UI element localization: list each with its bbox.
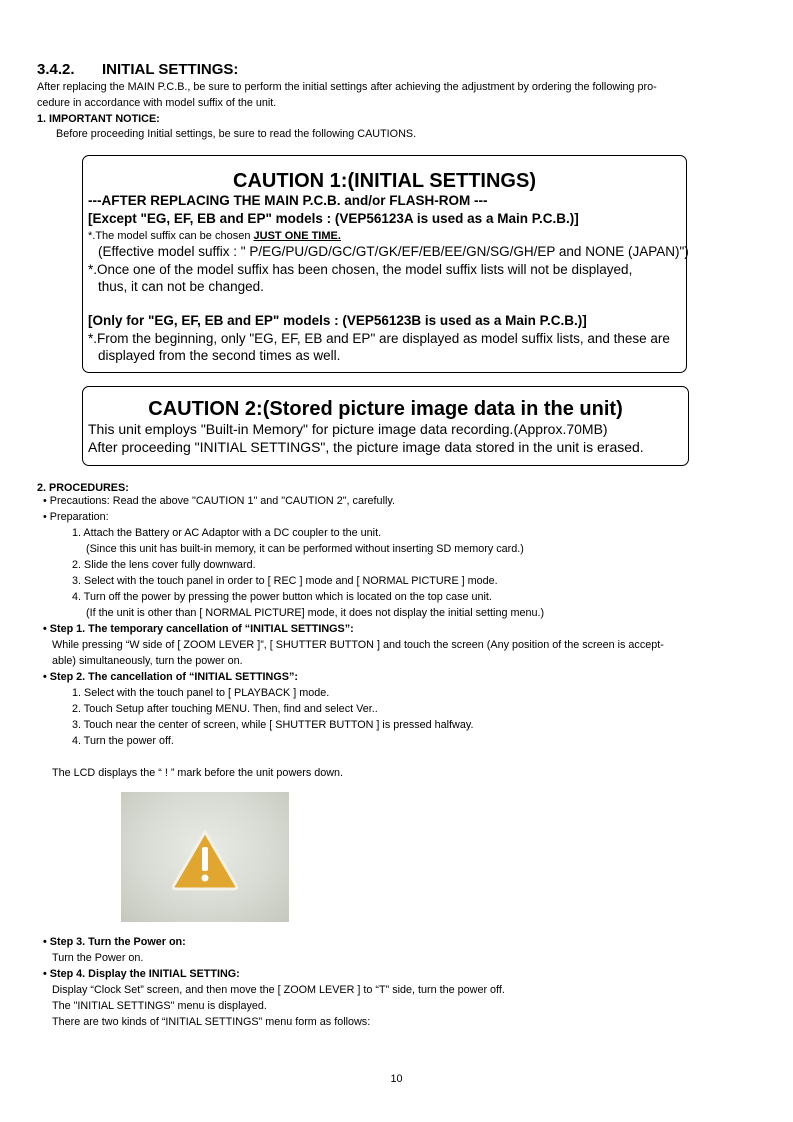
step2-item: 2. Touch Setup after touching MENU. Then, find and select Ver.. — [72, 703, 378, 715]
caution1-subtitle: ---AFTER REPLACING THE MAIN P.C.B. and/or FLASH-ROM --- — [88, 193, 488, 208]
caution1-only-line-1: *.From the beginning, only "EG, EF, EB and EP" are displayed as model suffix lists, and these are — [88, 331, 670, 346]
step1-line-1: While pressing “W side of [ ZOOM LEVER ]”, [ SHUTTER BUTTON ] and touch the screen (Any position of the screen is accept- — [52, 639, 664, 651]
lcd-warning-photo — [121, 792, 289, 922]
step2-item: 3. Touch near the center of screen, while [ SHUTTER BUTTON ] is pressed halfway. — [72, 719, 474, 731]
prep-item: (If the unit is other than [ NORMAL PICTURE] mode, it does not display the initial setting menu.) — [86, 607, 545, 619]
preparation-heading: • Preparation: — [43, 511, 109, 523]
caution1-once-line-1: *.Once one of the model suffix has been chosen, the model suffix lists will not be displayed, — [88, 262, 633, 277]
section-title: INITIAL SETTINGS: — [102, 61, 239, 78]
step4-line-2: The "INITIAL SETTINGS" menu is displayed. — [52, 1000, 267, 1012]
prep-item: 2. Slide the lens cover fully downward. — [72, 559, 256, 571]
caution1-once-line-2: thus, it can not be changed. — [98, 279, 264, 294]
step1-heading: • Step 1. The temporary cancellation of “INITIAL SETTINGS”: — [43, 623, 354, 635]
caution1-only-line-2: displayed from the second times as well. — [98, 348, 341, 363]
step1-line-2: able) simultaneously, turn the power on. — [52, 655, 243, 667]
lcd-note: The LCD displays the “ ! ” mark before the unit powers down. — [52, 767, 344, 779]
caution2-line-2: After proceeding "INITIAL SETTINGS", the picture image data stored in the unit is erased. — [88, 439, 644, 455]
caution1-effective-suffix: (Effective model suffix : " P/EG/PU/GD/GC/GT/GK/EF/EB/EE/GN/SG/GH/EP and NONE (JAPAN)") — [98, 244, 689, 259]
step4-line-3: There are two kinds of “INITIAL SETTINGS” menu form as follows: — [52, 1016, 371, 1028]
intro-line-1: After replacing the MAIN P.C.B., be sure to perform the initial settings after achieving the adjustment by ordering the following pro- — [37, 81, 657, 93]
step2-heading: • Step 2. The cancellation of “INITIAL SETTINGS”: — [43, 671, 298, 683]
prep-item: 4. Turn off the power by pressing the power button which is located on the top case unit. — [72, 591, 492, 603]
step2-item: 1. Select with the touch panel to [ PLAYBACK ] mode. — [72, 687, 330, 699]
precautions-line: • Precautions: Read the above "CAUTION 1" and "CAUTION 2", carefully. — [43, 495, 395, 507]
prep-item: 1. Attach the Battery or AC Adaptor with a DC coupler to the unit. — [72, 527, 382, 539]
notice-text: Before proceeding Initial settings, be sure to read the following CAUTIONS. — [56, 128, 417, 140]
caution1-box — [82, 155, 687, 373]
warning-triangle-icon — [121, 792, 289, 922]
step4-heading: • Step 4. Display the INITIAL SETTING: — [43, 968, 240, 980]
step3-heading: • Step 3. Turn the Power on: — [43, 936, 186, 948]
step3-text: Turn the Power on. — [52, 952, 144, 964]
page-number: 10 — [390, 1073, 403, 1085]
prep-item: (Since this unit has built-in memory, it can be performed without inserting SD memory card.) — [86, 543, 524, 555]
step4-line-1: Display “Clock Set” screen, and then move the [ ZOOM LEVER ] to “T” side, turn the power off. — [52, 984, 505, 996]
caution1-suffix-note — [88, 230, 341, 243]
procedures-heading: 2. PROCEDURES: — [37, 482, 129, 494]
intro-line-2: cedure in accordance with model suffix of the unit. — [37, 97, 277, 109]
notice-heading: 1. IMPORTANT NOTICE: — [37, 113, 160, 125]
caution2-line-1: This unit employs "Built-in Memory" for picture image data recording.(Approx.70MB) — [88, 421, 608, 437]
caution1-suffix-note-emphasis: JUST ONE TIME. — [253, 230, 341, 242]
caution1-except-heading: [Except "EG, EF, EB and EP" models : (VEP56123A is used as a Main P.C.B.)] — [88, 211, 579, 226]
caution1-title: CAUTION 1:(INITIAL SETTINGS) — [233, 170, 536, 192]
caution1-suffix-note-text: *.The model suffix can be chosen — [88, 230, 254, 242]
prep-item: 3. Select with the touch panel in order to [ REC ] mode and [ NORMAL PICTURE ] mode. — [72, 575, 498, 587]
step2-item: 4. Turn the power off. — [72, 735, 174, 747]
caution2-title: CAUTION 2:(Stored picture image data in the unit) — [148, 398, 623, 420]
caution1-only-heading: [Only for "EG, EF, EB and EP" models : (VEP56123B is used as a Main P.C.B.)] — [88, 313, 587, 328]
section-number: 3.4.2. — [37, 61, 75, 78]
caution2-box — [82, 386, 689, 466]
